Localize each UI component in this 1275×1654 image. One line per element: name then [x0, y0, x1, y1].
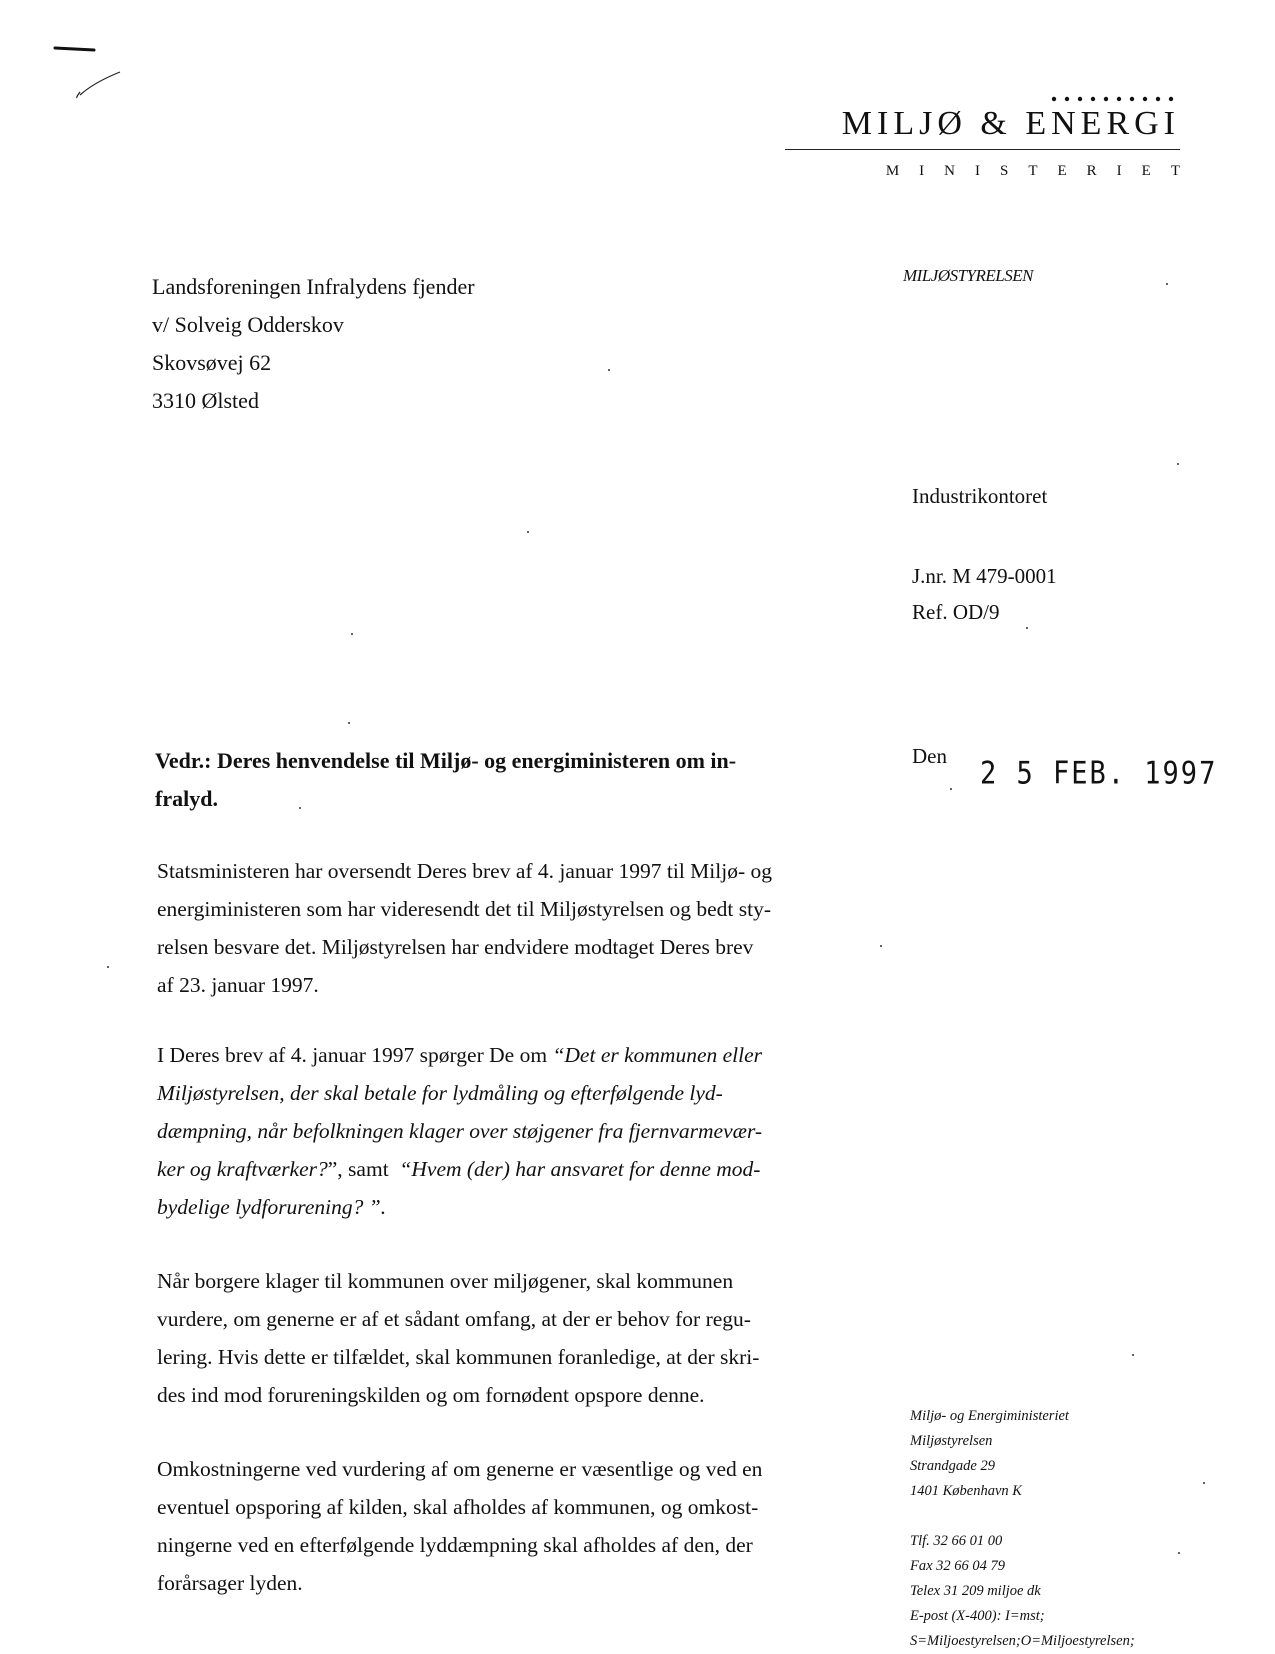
paragraph-line: Statsministeren har oversendt Deres brev af 4. januar 1997 til Miljø- og	[157, 859, 772, 883]
paragraph-line	[157, 1036, 887, 1074]
contact-city: 1401 København K	[910, 1483, 1022, 1499]
contact-block	[910, 1404, 1135, 1654]
quote-line: dæmpning, når befolkningen klager over støjgener fra fjernvarmevær-	[157, 1119, 763, 1143]
scan-speck	[1026, 627, 1028, 629]
paragraph-line: eventuel opsporing af kilden, skal afholdes af kommunen, og omkost-	[157, 1495, 759, 1519]
office-name: Industrikontoret	[912, 484, 1048, 508]
paragraph-line: forårsager lyden.	[157, 1571, 303, 1595]
scan-speck	[1178, 1552, 1180, 1554]
scan-speck	[1177, 463, 1179, 465]
scan-speck	[608, 369, 610, 371]
paragraph-3	[157, 1262, 887, 1414]
paragraph-line: des ind mod forureningskilden og om fornødent opspore denne.	[157, 1383, 705, 1407]
paragraph-line: relsen besvare det. Miljøstyrelsen har endvidere modtaget Deres brev	[157, 935, 754, 959]
paragraph-1	[157, 852, 887, 1004]
scan-speck	[299, 807, 301, 809]
paragraph-line: vurdere, om generne er af et sådant omfang, at der er behov for regu-	[157, 1307, 751, 1331]
letterhead-title: MILJØ & ENERGI	[841, 105, 1180, 142]
contact-org: Miljø- og Energiministeriet	[910, 1408, 1069, 1424]
quote-span: “Hvem (der) har ansvaret for denne mod-	[399, 1157, 761, 1181]
subject-heading	[155, 742, 845, 818]
text-span: ”, samt	[327, 1157, 400, 1181]
paragraph-line: Omkostningerne ved vurdering af om generne er væsentlige og ved en	[157, 1457, 763, 1481]
contact-spacer	[910, 1504, 1135, 1529]
paragraph-line: Når borgere klager til kommunen over miljøgener, skal kommunen	[157, 1269, 734, 1293]
recipient-line: Skovsøvej 62	[152, 350, 272, 375]
scan-speck	[348, 722, 350, 724]
scan-speck	[950, 788, 952, 790]
reference-code: Ref. OD/9	[912, 600, 1000, 624]
contact-fax: Fax 32 66 04 79	[910, 1558, 1006, 1574]
subject-line: Vedr.: Deres henvendelse til Miljø- og energiministeren om in-	[155, 748, 737, 773]
handwritten-mark	[50, 40, 130, 100]
quote-line: Miljøstyrelsen, der skal betale for lydmåling og efterfølgende lyd-	[157, 1081, 723, 1105]
recipient-line: v/ Solveig Odderskov	[152, 312, 344, 337]
subject-line: fralyd.	[155, 786, 218, 811]
scan-speck	[1203, 1482, 1205, 1484]
scan-speck	[1166, 283, 1168, 285]
contact-email: E-post (X-400): I=mst;	[910, 1608, 1045, 1624]
contact-telex: Telex 31 209 miljoe dk	[910, 1583, 1041, 1599]
recipient-line: Landsforeningen Infralydens fjender	[152, 274, 475, 299]
contact-street: Strandgade 29	[910, 1458, 995, 1474]
paragraph-line: lering. Hvis dette er tilfældet, skal kommunen foranledige, at der skri-	[157, 1345, 760, 1369]
scan-speck	[107, 966, 109, 968]
quote-span: “Det er kommunen eller	[552, 1043, 763, 1067]
scan-speck	[351, 633, 353, 635]
scan-speck	[880, 945, 882, 947]
scan-speck	[527, 531, 529, 533]
sender-agency: MILJØSTYRELSEN	[903, 266, 1033, 285]
contact-email: S=Miljoestyrelsen;O=Miljoestyrelsen;	[910, 1633, 1135, 1649]
text-span: I Deres brev af 4. januar 1997 spørger De om	[157, 1043, 553, 1067]
logo-dots-decoration	[1050, 95, 1180, 103]
reference-block	[912, 558, 1057, 630]
date-label: Den	[912, 744, 947, 768]
paragraph-4	[157, 1450, 887, 1602]
paragraph-line: af 23. januar 1997.	[157, 973, 319, 997]
date-stamp: 2 5 FEB. 1997	[980, 756, 1218, 792]
recipient-line: 3310 Ølsted	[152, 388, 259, 413]
letterhead-subtitle: MINISTERIET	[885, 163, 1200, 179]
scan-speck	[1132, 1354, 1134, 1356]
paragraph-line: energiministeren som har videresendt det til Miljøstyrelsen og bedt sty-	[157, 897, 772, 921]
recipient-address	[152, 268, 475, 420]
quote-span: ker og kraftværker?	[157, 1157, 328, 1181]
journal-number: J.nr. M 479-0001	[912, 564, 1057, 588]
paragraph-line: ningerne ved en efterfølgende lyddæmpning skal afholdes af den, der	[157, 1533, 753, 1557]
paragraph-line	[157, 1150, 887, 1188]
paragraph-2	[157, 1036, 887, 1226]
letterhead-rule	[785, 149, 1180, 150]
contact-phone: Tlf. 32 66 01 00	[910, 1533, 1003, 1549]
quote-line: bydelige lydforurening? ”.	[157, 1195, 387, 1219]
letterhead-logo	[770, 95, 1200, 190]
contact-agency: Miljøstyrelsen	[910, 1433, 993, 1449]
